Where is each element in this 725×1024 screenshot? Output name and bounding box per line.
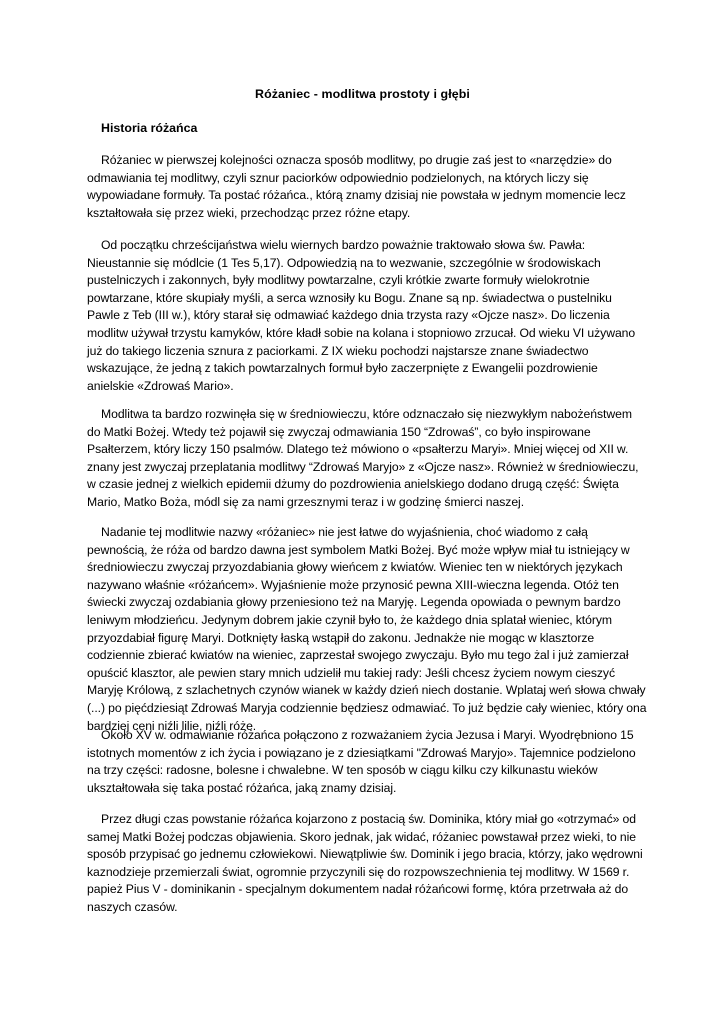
document-title: Różaniec - modlitwa prostoty i głębi <box>255 87 470 101</box>
paragraph: Modlitwa ta bardzo rozwinęła się w średniowieczu, które odznaczało się niezwykłym nabożeństwem do Matki Bożej. Wtedy też pojawił się zwyczaj odmawiania 150 “Zdrowaś”, co było inspirowane Psałterzem, który liczy 150 psalmów. Dlatego też mówiono o «psałterzu Maryi». Mniej więcej od XII w. znany jest zwyczaj przeplatania modlitwy “Zdrowaś Maryjo» z «Ojcze nasz». Również w średniowieczu, w czasie jednej z wielkich epidemii dżumy do pozdrowienia anielskiego dodano drugą część: Święta Mario, Matko Boża, módl się za nami grzesznymi teraz i w godzinę śmierci naszej. <box>87 407 639 509</box>
paragraph: Około XV w. odmawianie różańca połączono z rozważaniem życia Jezusa i Maryi. Wyodrębniono 15 istotnych momentów z ich życia i powiązano je z dziesiątkami "Zdrowaś Maryjo». Tajemnice podzielono na trzy części: radosne, bolesne i chwalebne. W ten sposób w ciągu kilku czy kilkunastu wieków ukształtowała się taka postać różańca, jaką znamy dzisiaj. <box>87 728 636 795</box>
paragraph: Różaniec w pierwszej kolejności oznacza sposób modlitwy, po drugie zaś jest to «narzędzie» do odmawiania tej modlitwy, czyli sznur paciorków odpowiednio podzielonych, na których liczy się wypowiadane formuły. Ta postać różańca., którą znamy dzisiaj nie powstała w jednym momencie lecz kształtowała się przez wieki, przechodząc przez różne etapy. <box>87 153 626 220</box>
paragraph: Przez długi czas powstanie różańca kojarzono z postacią św. Dominika, który miał go «otrzymać» od samej Matki Bożej podczas objawienia. Skoro jednak, jak widać, różaniec powstawał przez wieki, to nie sposób przypisać go jednemu człowiekowi. Niewątpliwie św. Dominik i jego bracia, którzy, jako wędrowni kaznodzieje przemierzali świat, ogromnie przyczynili się do rozpowszechnienia tej modlitwy. W 1569 r. papież Pius V - dominikanin - specjalnym dokumentem nadał różańcowi formę, która przetrwała aż do naszych czasów. <box>87 812 643 914</box>
paragraph: Nadanie tej modlitwie nazwy «różaniec» nie jest łatwe do wyjaśnienia, choć wiadomo z całą pewnością, że róża od bardzo dawna jest symbolem Matki Bożej. Być może wpływ miał tu istniejący w średniowieczu zwyczaj przyozdabiania głowy wieńcem z kwiatów. Wieniec ten w niektórych językach nazywano właśnie «różańcem». Wyjaśnienie może przynosić pewna XIII-wieczna legenda. Otóż ten świecki zwyczaj ozdabiania głowy przeniesiono też na Maryję. Legenda opowiada o pewnym bardzo leniwym młodzieńcu. Jedynym dobrem jakie czynił było to, że każdego dnia splatał wieniec, którym przyozdabiał figurę Maryi. Dotknięty łaską wstąpił do zakonu. Jednakże nie mogąc w klasztorze codziennie zbierać kwiatów na wieniec, zaprzestał swojego zwyczaju. Było mu tego żal i już zamierzał opuścić klasztor, ale pewien stary mnich udzielił mu takiej rady: Jeśli chcesz życiem nowym cieszyć Maryję Królową, z szlachetnych czynów wianek w każdy dzień niech dostanie. Wplataj weń słowa chwały (...) po pięćdziesiąt Zdrowaś Maryja codziennie będziesz odmawiać. To już będzie cały wieniec, który ona bardziej ceni niźli lilie, niźli róże. <box>87 525 647 733</box>
section-heading: Historia różańca <box>101 121 198 135</box>
paragraph: Od początku chrześcijaństwa wielu wiernych bardzo poważnie traktowało słowa św. Pawła: Nieustannie się módlcie (1 Tes 5,17). Odpowiedzią na to wezwanie, szczególnie w środowiskach pustelniczych i zakonnych, były modlitwy powtarzalne, czyli krótkie zwarte formuły wielokrotnie powtarzane, które skupiały myśli, a serca wznosiły ku Bogu. Znane są np. świadectwa o pustelniku Pawle z Teb (III w.), który starał się odmawiać każdego dnia trzysta razy «Ojcze nasz». Do liczenia modlitw używał trzystu kamyków, które kładł sobie na kolana i stopniowo zrzucał. Od wieku VI używano już do takiego liczenia sznura z paciorkami. Z IX wieku pochodzi najstarsze znane świadectwo wskazujące, że jedną z takich powtarzalnych formuł było zaczerpnięte z Ewangelii pozdrowienie anielskie «Zdrowaś Mario». <box>87 238 636 393</box>
